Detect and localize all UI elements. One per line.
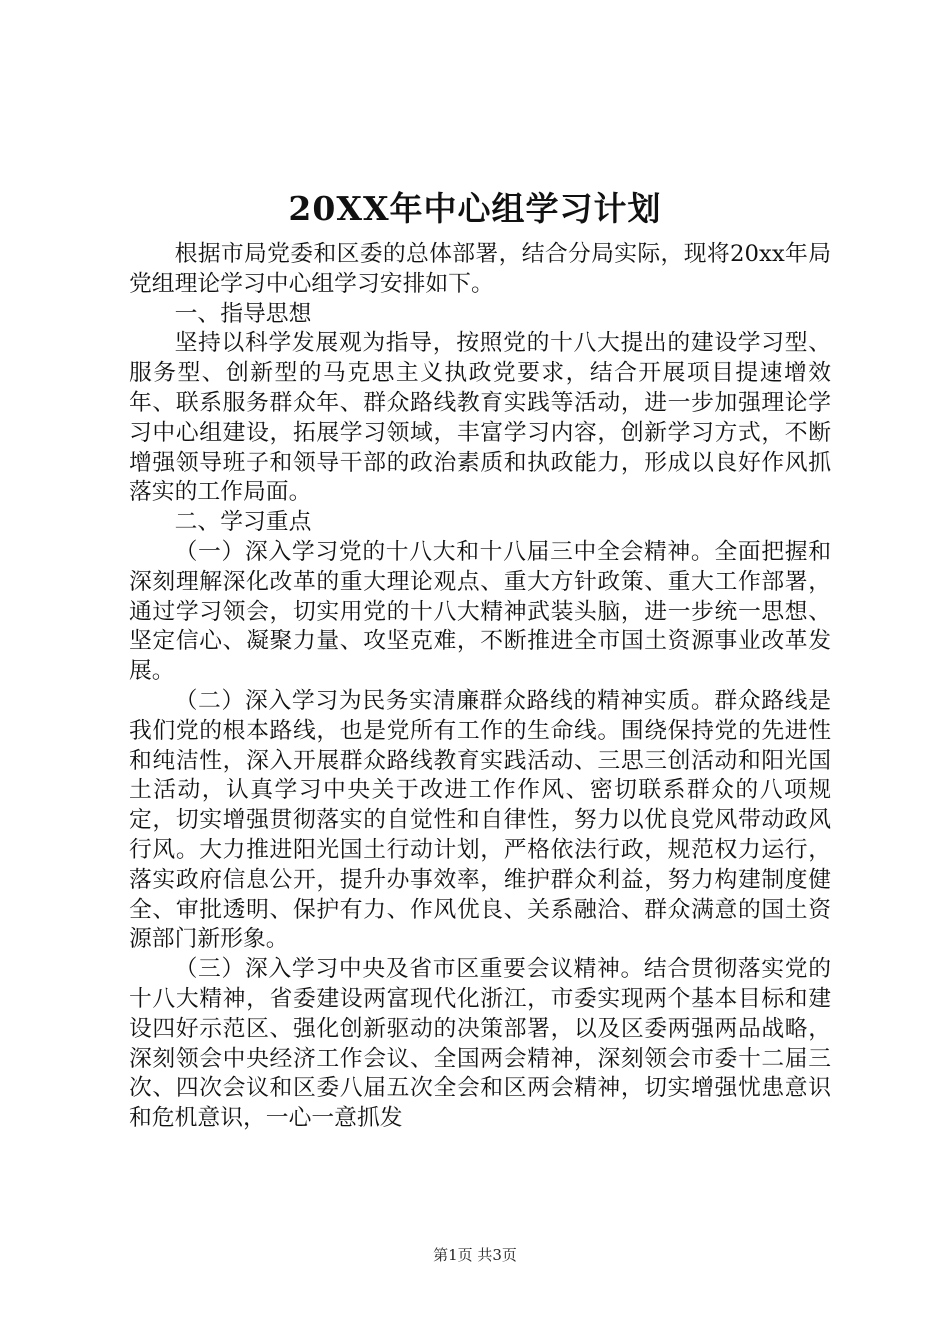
study-focus-item-2: （二）深入学习为民务实清廉群众路线的精神实质。群众路线是我们党的根本路线，也是党所有工作的生命线。围绕保持党的先进性和纯洁性，深入开展群众路线教育实践活动、三思三创活动和阳光国土活动，认真学习中央关于改进工作作风、密切联系群众的八项规定，切实增强贯彻落实的自觉性和自律性，努力以优良党风带动政风行风。大力推进阳光国土行动计划，严格依法行政，规范权力运行，落实政府信息公开，提升办事效率，维护群众利益，努力构建制度健全、审批透明、保护有力、作风优良、关系融洽、群众满意的国土资源部门新形象。 [129,687,831,953]
section-heading-study-focus: 二、学习重点 [174,509,312,536]
study-focus-item-3: （三）深入学习中央及省市区重要会议精神。结合贯彻落实党的十八大精神，省委建设两富现代化浙江，市委实现两个基本目标和建设四好示范区、强化创新驱动的决策部署，以及区委两强两品战略，深刻领会中央经济工作会议、全国两会精神，深刻领会市委十二届三次、四次会议和区委八届五次全会和区两会精神，切实增强忧患意识和危机意识，一心一意抓发 [129,956,831,1132]
section-heading-guiding-ideology: 一、指导思想 [174,300,312,327]
page-footer: 第1页 共3页 [433,1246,517,1264]
study-focus-item-1: （一）深入学习党的十八大和十八届三中全会精神。全面把握和深刻理解深化改革的重大理论观点、重大方针政策、重大工作部署，通过学习领会，切实用党的十八大精神武装头脑，进一步统一思想、坚定信心、凝聚力量、攻坚克难，不断推进全市国土资源事业改革发展。 [129,538,831,685]
intro-paragraph: 根据市局党委和区委的总体部署，结合分局实际，现将20xx年局党组理论学习中心组学习安排如下。 [129,241,831,297]
guiding-ideology-paragraph: 坚持以科学发展观为指导，按照党的十八大提出的建设学习型、服务型、创新型的马克思主义执政党要求，结合开展项目提速增效年、联系服务群众年、群众路线教育实践等活动，进一步加强理论学习中心组建设，拓展学习领域，丰富学习内容，创新学习方式，不断增强领导班子和领导干部的政治素质和执政能力，形成以良好作风抓落实的工作局面。 [129,330,831,506]
document-body [129,240,831,1134]
document-title: 20XX年中心组学习计划 [288,189,662,228]
